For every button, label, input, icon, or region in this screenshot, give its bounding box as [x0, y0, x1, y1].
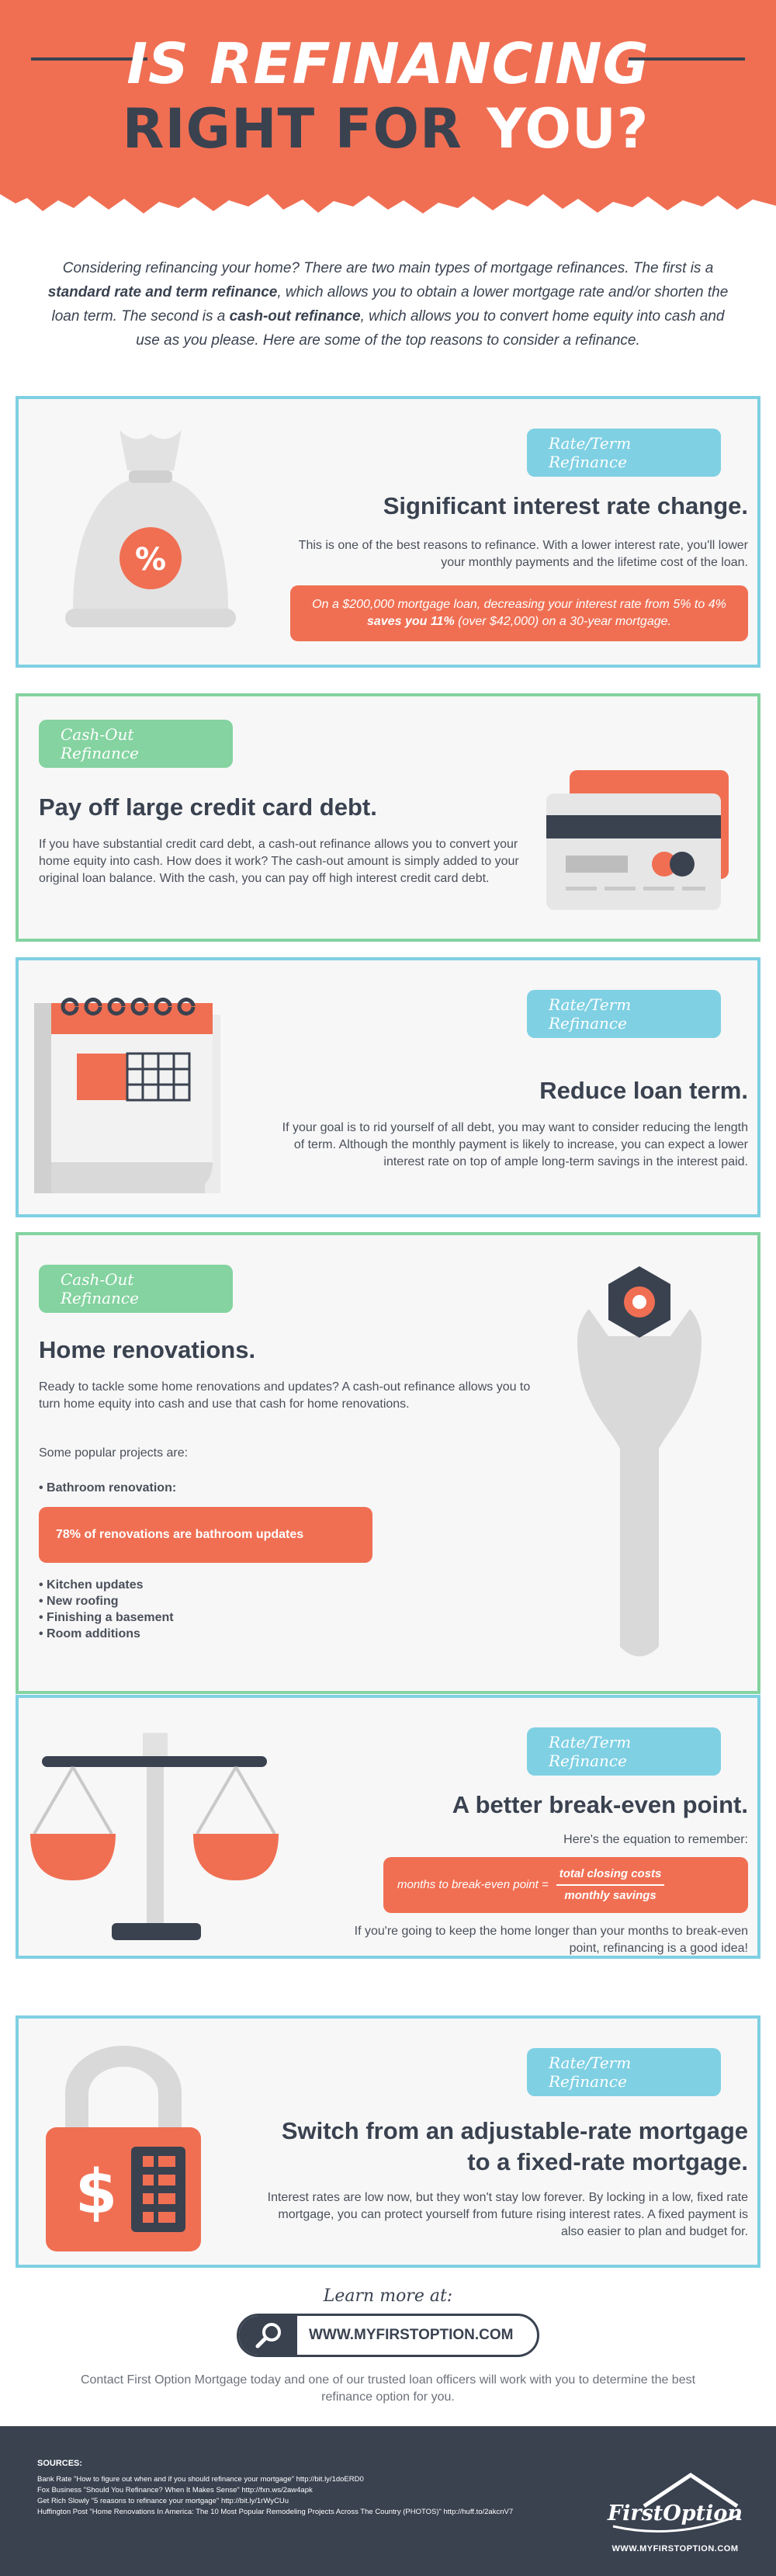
- card-reduce-loan-term: [16, 957, 760, 1217]
- tag-cash-out: Cash-Out Refinance: [39, 1265, 233, 1313]
- card-title: [251, 2116, 748, 2178]
- equation-denominator: monthly savings: [564, 1889, 656, 1902]
- title-line-2: [0, 97, 776, 161]
- card-title: A better break-even point.: [452, 1791, 748, 1818]
- savings-highlight: [290, 585, 748, 641]
- dollar-symbol: $: [74, 2158, 118, 2227]
- card-title-line-1: Switch from an adjustable-rate mortgage: [281, 2117, 748, 2144]
- highlight-bold: saves you 11%: [367, 615, 455, 628]
- bullet-room-additions: • Room additions: [39, 1627, 140, 1640]
- calendar-icon: [34, 984, 236, 1201]
- card-text-conclusion: If you're going to keep the home longer than your months to break-even point, refinancing is a good idea!: [354, 1925, 748, 1955]
- title-you: YOU?: [482, 97, 653, 161]
- break-even-equation: [383, 1857, 748, 1913]
- card-break-even: [16, 1695, 760, 1959]
- card-title-line-2: to a fixed-rate mortgage.: [467, 2148, 748, 2175]
- percent-symbol: %: [134, 542, 167, 578]
- title-line-1: IS REFINANCING: [126, 31, 650, 96]
- source-item: Fox Business "Should You Refinance? When It Makes Sense" http://fxn.ws/2aw4apk: [37, 2486, 313, 2494]
- card-text: Ready to tackle some home renovations and updates? A cash-out refinance allows you to turn home equity into cash and use that cash for home renovations.: [39, 1380, 531, 1411]
- bullet-roofing: • New roofing: [39, 1595, 119, 1608]
- bullet-basement: • Finishing a basement: [39, 1611, 174, 1624]
- card-title: Reduce loan term.: [539, 1077, 748, 1104]
- equation-left: months to break-even point =: [397, 1878, 549, 1891]
- footer: [0, 2426, 776, 2576]
- sources-heading: SOURCES:: [37, 2459, 83, 2468]
- highlight-text-c: (over $42,000) on a 30-year mortgage.: [454, 615, 671, 628]
- card-interest-rate: [16, 396, 760, 668]
- source-item: Huffington Post "Home Renovations In America: The 10 Most Popular Remodeling Projects Across The Country (PHOTOS)" http://huff.to/2akcnV7: [37, 2508, 514, 2516]
- tag-rate-term: Rate/Term Refinance: [527, 2048, 721, 2096]
- money-bag-icon: [57, 422, 244, 632]
- card-text: This is one of the best reasons to refinance. With a lower interest rate, you'll lower your monthly payments and the lifetime cost of the loan.: [298, 539, 748, 569]
- website-url[interactable]: WWW.MYFIRSTOPTION.COM: [309, 2327, 514, 2343]
- scale-icon: [19, 1725, 282, 1942]
- bullet-kitchen: • Kitchen updates: [39, 1578, 144, 1592]
- card-title: Significant interest rate change.: [383, 492, 748, 519]
- highlight-text-a: On a $200,000 mortgage loan, decreasing your interest rate from 5% to 4%: [312, 598, 726, 611]
- sources-list: [37, 2474, 596, 2518]
- card-home-renovations: [16, 1232, 760, 1694]
- header-banner: [0, 0, 776, 221]
- title-right-for: RIGHT FOR: [122, 97, 483, 161]
- popular-projects-label: Some popular projects are:: [39, 1446, 189, 1460]
- card-text: Interest rates are low now, but they won't stay low forever. By locking in a low, fixed rate mortgage, you can protect yourself from future rising interest rates. A fixed payment is also easier to plan and budget for.: [267, 2191, 748, 2238]
- logo-text: FirstOption: [607, 2501, 743, 2526]
- intro-bold-2: cash-out refinance: [229, 308, 361, 325]
- bullet-list: [39, 1577, 349, 1642]
- credit-card-icon: [546, 770, 733, 918]
- bullet-bathroom: • Bathroom renovation:: [39, 1481, 177, 1495]
- tag-rate-term: Rate/Term Refinance: [527, 429, 721, 477]
- equation-numerator: total closing costs: [556, 1866, 665, 1886]
- intro-text-1: Considering refinancing your home? There are two main types of mortgage refinances. The first is a: [62, 260, 714, 276]
- source-item: Bank Rate "How to figure out when and if you should refinance your mortgage" http://bit.ly/1doERD0: [37, 2475, 364, 2484]
- tag-rate-term: Rate/Term Refinance: [527, 1727, 721, 1776]
- intro-bold-1: standard rate and term refinance: [47, 284, 278, 300]
- intro-paragraph: [47, 256, 729, 352]
- tag-cash-out: Cash-Out Refinance: [39, 720, 233, 768]
- contact-text: Contact First Option Mortgage today and one of our trusted loan officers will work with you to determine the best refinance option for you.: [80, 2373, 696, 2404]
- intro-text-2: , which allows you to obtain a lower mortgage rate and/or shorten the loan term. The second is a: [51, 284, 729, 325]
- card-fixed-rate: [16, 2015, 760, 2268]
- website-link[interactable]: [237, 2314, 539, 2357]
- bathroom-highlight: 78% of renovations are bathroom updates: [39, 1507, 372, 1563]
- search-icon: [239, 2316, 297, 2355]
- wrench-icon: [562, 1262, 717, 1666]
- equation-fraction: [556, 1866, 665, 1904]
- card-text: If your goal is to rid yourself of all debt, you may want to consider reducing the length of term. Although the monthly payment is likely to increase, you can expect a lower interest rate on top of ample long-term savings in the interest paid.: [282, 1121, 748, 1168]
- first-option-logo: [605, 2469, 745, 2539]
- card-text: If you have substantial credit card debt, a cash-out refinance allows you to convert your home equity into cash. How does it work? The cash-out amount is simply added to your original loan balance. With the cash, you can pay off high interest credit card debt.: [39, 838, 519, 885]
- equation-intro: Here's the equation to remember:: [563, 1833, 748, 1846]
- intro-text-3: , which allows you to convert home equity into cash and use as you please. Here are some of the top reasons to consider a refinance.: [136, 308, 725, 349]
- learn-more-label: Learn more at:: [323, 2286, 453, 2306]
- card-title: Home renovations.: [39, 1336, 256, 1363]
- card-title: Pay off large credit card debt.: [39, 793, 377, 821]
- logo-url: WWW.MYFIRSTOPTION.COM: [611, 2544, 739, 2553]
- padlock-icon: [34, 2046, 220, 2255]
- tag-rate-term: Rate/Term Refinance: [527, 990, 721, 1038]
- source-item: Get Rich Slowly "5 reasons to refinance your mortgage" http://bit.ly/1rWyCUu: [37, 2497, 289, 2505]
- card-credit-card-debt: [16, 693, 760, 942]
